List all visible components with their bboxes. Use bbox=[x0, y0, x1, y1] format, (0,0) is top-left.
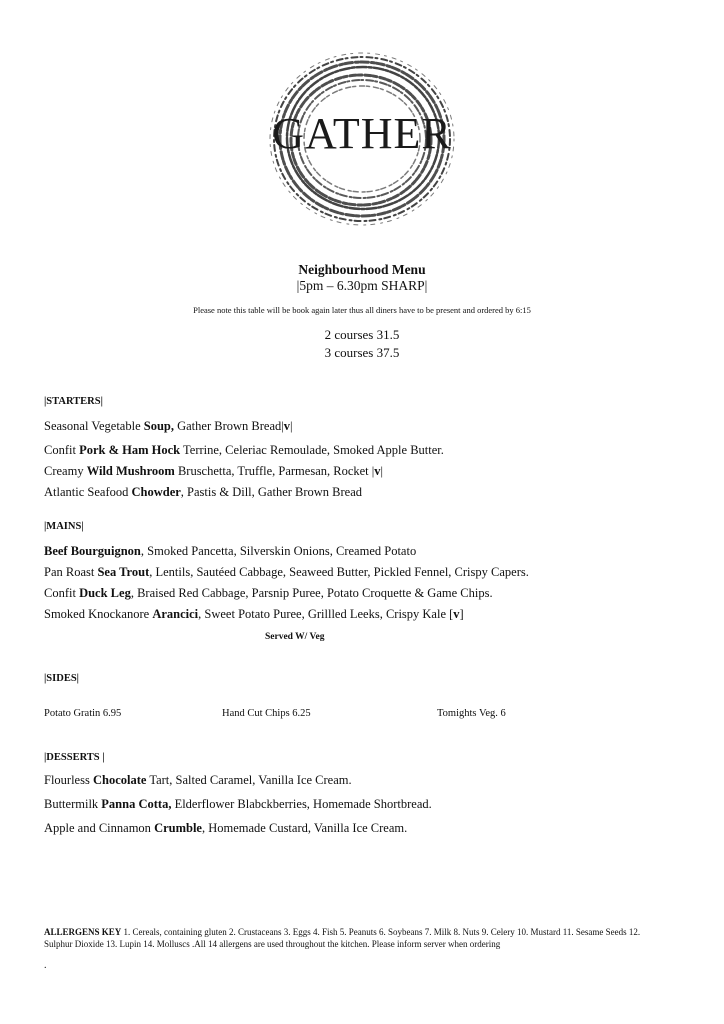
dessert-item: Flourless Chocolate Tart, Salted Caramel, Vanilla Ice Cream. bbox=[44, 773, 352, 787]
side-item: Hand Cut Chips 6.25 bbox=[222, 708, 311, 719]
starter-item: Creamy Wild Mushroom Bruschetta, Truffle, Parmesan, Rocket |v| bbox=[44, 464, 384, 478]
starter-item: Confit Pork & Ham Hock Terrine, Celeriac Remoulade, Smoked Apple Butter. bbox=[44, 443, 444, 457]
allergens-label: ALLERGENS KEY bbox=[44, 927, 122, 937]
allergens-key bbox=[44, 927, 669, 950]
served-with-veg-note: Served W/ Veg bbox=[265, 632, 325, 642]
main-item: Smoked Knockanore Arancici, Sweet Potato Puree, Grillled Leeks, Crispy Kale [v] bbox=[44, 607, 464, 621]
main-item: Confit Duck Leg, Braised Red Cabbage, Parsnip Puree, Potato Croquette & Game Chips. bbox=[44, 586, 493, 600]
menu-time: |5pm – 6.30pm SHARP| bbox=[296, 278, 428, 293]
main-item: Pan Roast Sea Trout, Lentils, Sautéed Cabbage, Seaweed Butter, Pickled Fennel, Crispy Capers. bbox=[44, 565, 529, 579]
desserts-heading: |DESSERTS | bbox=[44, 752, 105, 763]
mains-heading: |MAINS| bbox=[44, 521, 84, 532]
menu-title: Neighbourhood Menu bbox=[298, 262, 426, 277]
dessert-item: Buttermilk Panna Cotta, Elderflower Blabckberries, Homemade Shortbread. bbox=[44, 797, 432, 811]
logo-wordmark: GATHER bbox=[272, 109, 452, 158]
side-item: Tomights Veg. 6 bbox=[437, 708, 506, 719]
price-three-courses: 3 courses 37.5 bbox=[324, 345, 400, 360]
sides-heading: |SIDES| bbox=[44, 673, 79, 684]
allergens-text: 1. Cereals, containing gluten 2. Crustaceans 3. Eggs 4. Fish 5. Peanuts 6. Soybeans 7. Milk 8. Nuts 9. Celery 10. Mustard 11. Sesame Seeds 12. Sulphur Dioxide 13. Lupin 14. Molluscs .All 14 allergens are used throughout the kitchen. Please inform server when ordering bbox=[44, 927, 641, 949]
booking-note: Please note this table will be book again later thus all diners have to be present and ordered by 6:15 bbox=[193, 305, 531, 315]
trailing-period: . bbox=[44, 960, 47, 971]
starter-item: Seasonal Vegetable Soup, Gather Brown Bread|v| bbox=[44, 419, 293, 433]
gather-logo bbox=[262, 44, 462, 234]
main-item: Beef Bourguignon, Smoked Pancetta, Silverskin Onions, Creamed Potato bbox=[44, 544, 417, 558]
starter-item: Atlantic Seafood Chowder, Pastis & Dill, Gather Brown Bread bbox=[44, 485, 363, 499]
dessert-item: Apple and Cinnamon Crumble, Homemade Custard, Vanilla Ice Cream. bbox=[44, 821, 408, 835]
side-item: Potato Gratin 6.95 bbox=[44, 708, 122, 719]
starters-heading: |STARTERS| bbox=[44, 396, 103, 407]
price-two-courses: 2 courses 31.5 bbox=[324, 327, 400, 342]
